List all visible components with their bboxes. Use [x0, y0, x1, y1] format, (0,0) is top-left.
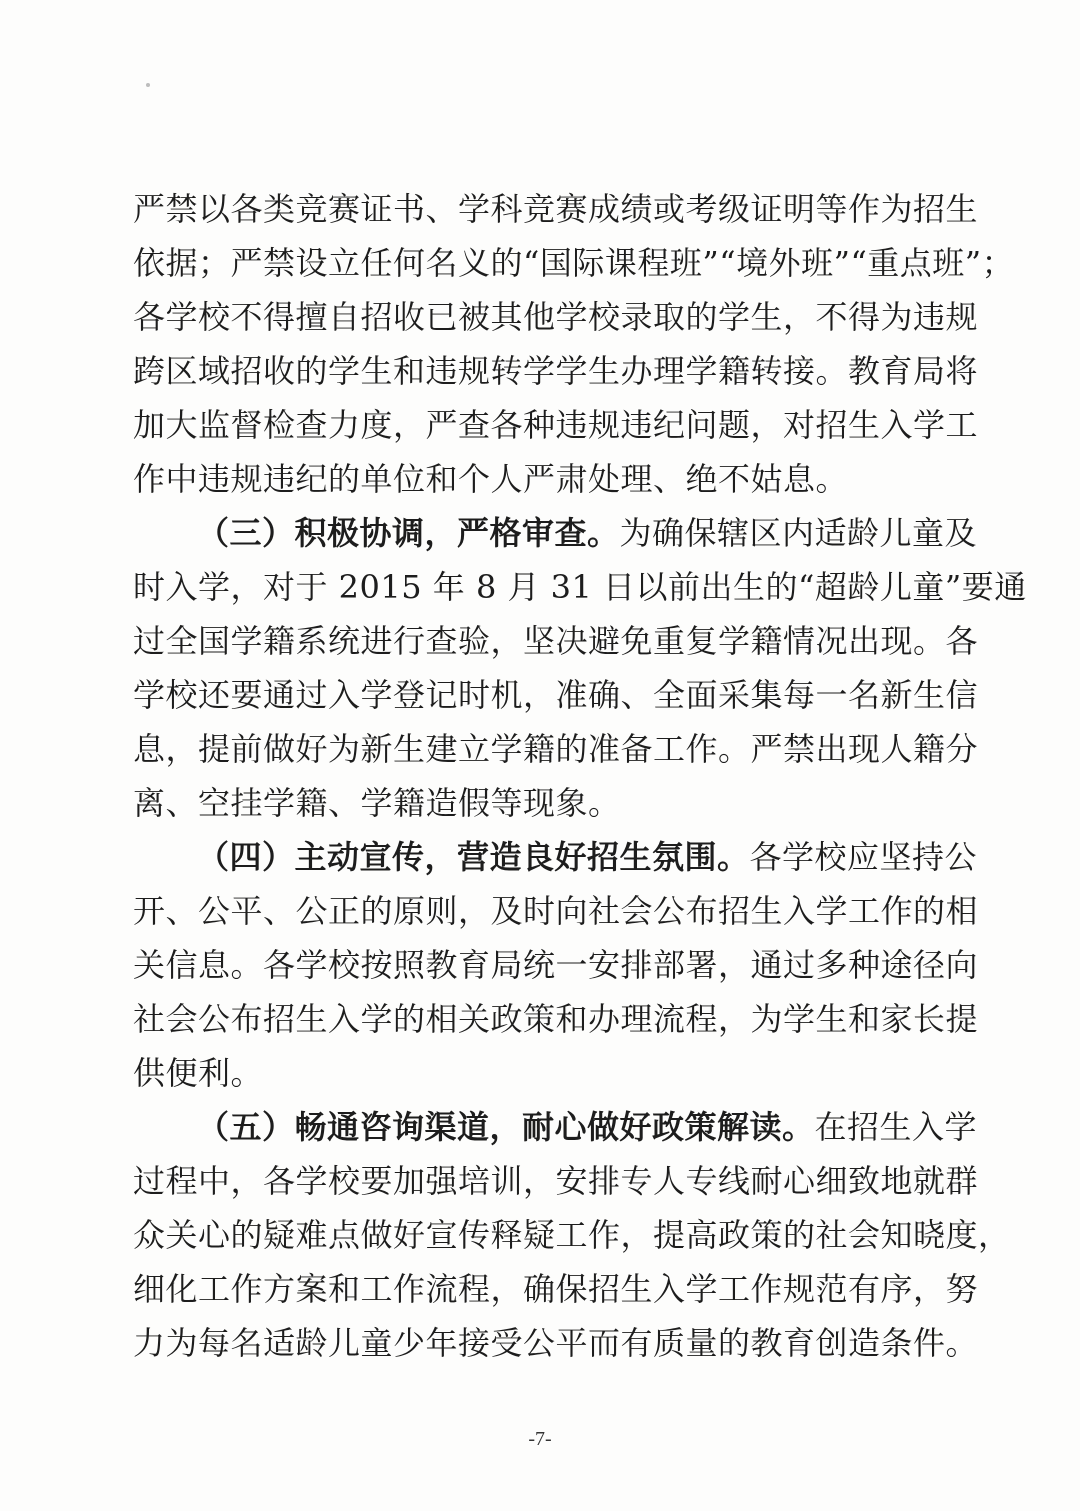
para3-line: 开、公平、公正的原则，及时向社会公布招生入学工作的相 — [133, 892, 979, 930]
para2-line: 学校还要通过入学登记时机，准确、全面采集每一名新生信 — [133, 676, 979, 714]
para1-line: 加大监督检查力度，严查各种违规违纪问题，对招生入学工 — [133, 406, 979, 444]
para1-line: 跨区域招收的学生和违规转学学生办理学籍转接。教育局将 — [133, 352, 979, 390]
para3-first-rest: 各学校应坚持公 — [749, 838, 978, 876]
para3-first-line — [133, 830, 978, 884]
para4-line: 过程中，各学校要加强培训，安排专人专线耐心细致地就群 — [133, 1162, 979, 1200]
para4-line: 力为每名适龄儿童少年接受公平而有质量的教育创造条件。 — [133, 1324, 979, 1362]
para1-line: 严禁以各类竞赛证书、学科竞赛成绩或考级证明等作为招生 — [133, 190, 979, 228]
section-heading-3: （三）积极协调，严格审查。 — [197, 514, 620, 552]
para4-line: 众关心的疑难点做好宣传释疑工作，提高政策的社会知晓度， — [133, 1216, 1011, 1254]
para1-line: 依据；严禁设立任何名义的“国际课程班”“境外班”“重点班”； — [133, 244, 1015, 282]
section-heading-5: （五）畅通咨询渠道，耐心做好政策解读。 — [197, 1108, 815, 1146]
section-heading-4: （四）主动宣传，营造良好招生氛围。 — [197, 838, 750, 876]
para2-line: 息，提前做好为新生建立学籍的准备工作。严禁出现人籍分 — [133, 730, 979, 768]
para3-line: 关信息。各学校按照教育局统一安排部署，通过多种途径向 — [133, 946, 979, 984]
para2-line: 离、空挂学籍、学籍造假等现象。 — [133, 784, 621, 822]
para4-first-rest: 在招生入学 — [814, 1108, 978, 1146]
para2-line: 过全国学籍系统进行查验，坚决避免重复学籍情况出现。各 — [133, 622, 979, 660]
body-text — [133, 182, 1027, 1370]
para2-first-line — [133, 506, 978, 560]
para3-line: 社会公布招生入学的相关政策和办理流程，为学生和家长提 — [133, 1000, 979, 1038]
para3-line: 供便利。 — [133, 1054, 264, 1092]
page-number: -7- — [528, 1428, 552, 1450]
scan-speck — [146, 83, 150, 87]
para1-line: 各学校不得擅自招收已被其他学校录取的学生，不得为违规 — [133, 298, 979, 336]
para4-first-line — [133, 1100, 978, 1154]
para2-first-rest: 为确保辖区内适龄儿童及 — [619, 514, 978, 552]
para2-line: 时入学，对于 2015 年 8 月 31 日以前出生的“超龄儿童”要通 — [133, 568, 1027, 606]
para4-line: 细化工作方案和工作流程，确保招生入学工作规范有序，努 — [133, 1270, 979, 1308]
para1-line: 作中违规违纪的单位和个人严肃处理、绝不姑息。 — [133, 460, 849, 498]
